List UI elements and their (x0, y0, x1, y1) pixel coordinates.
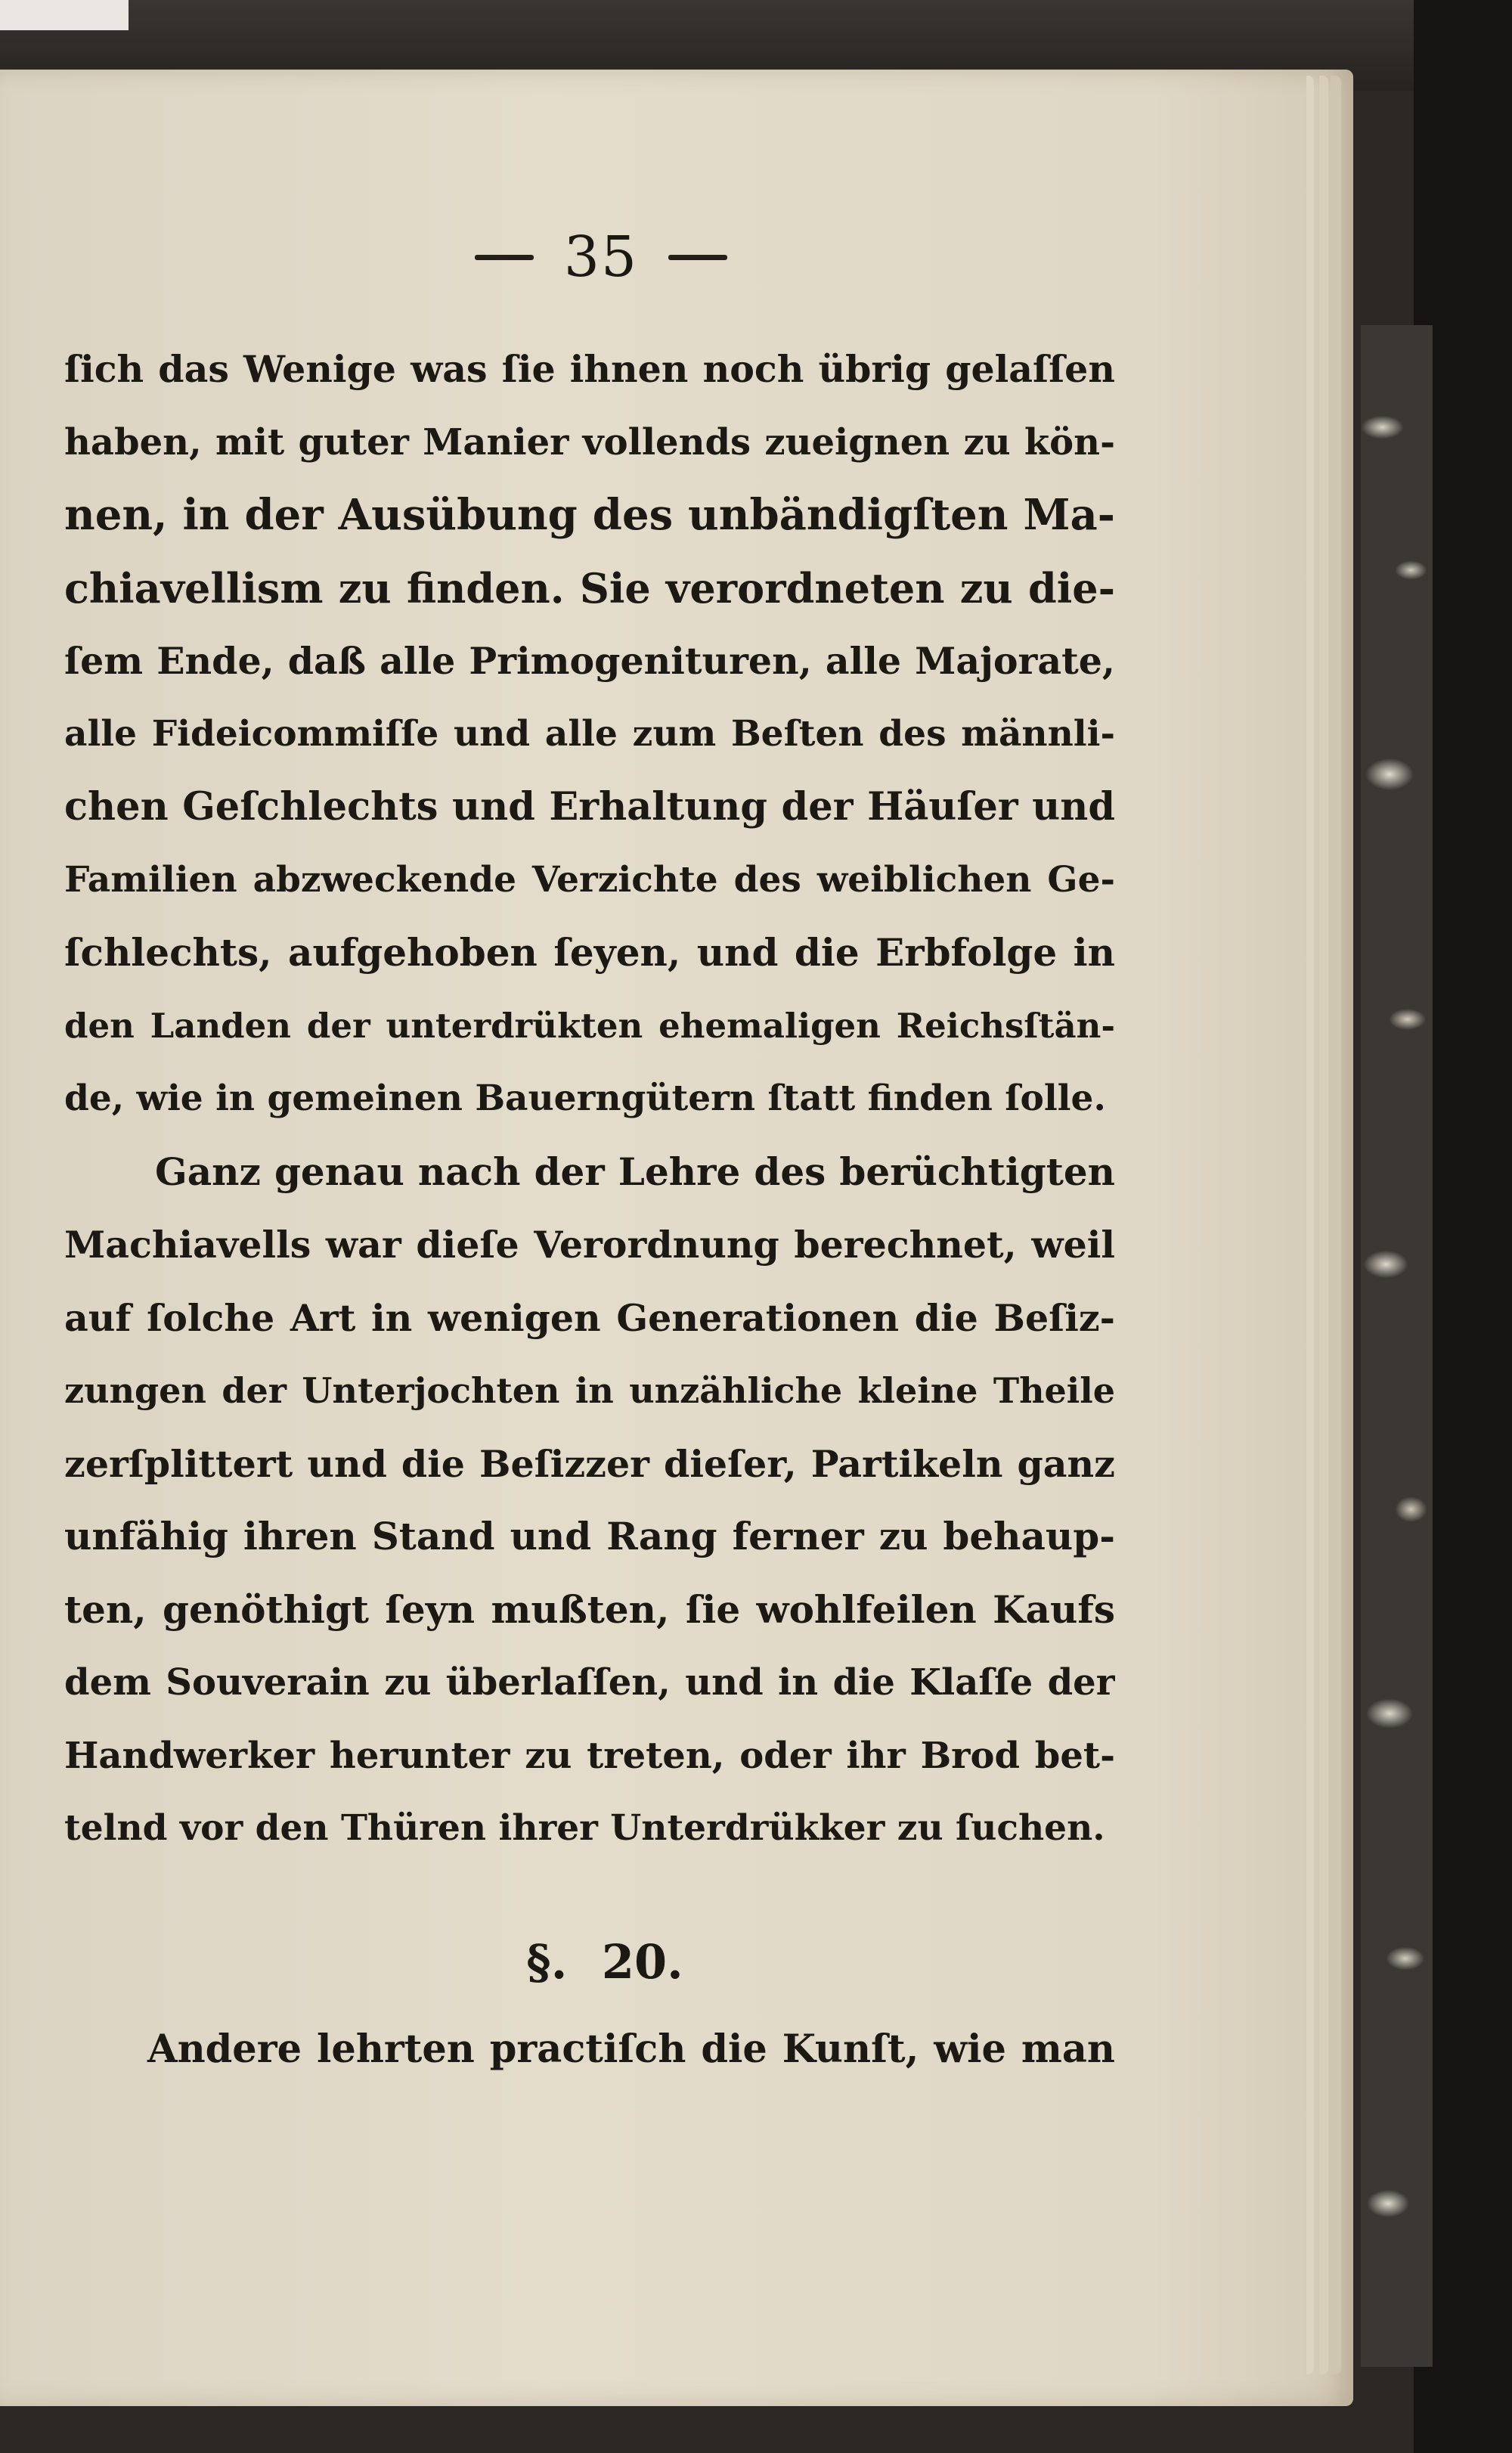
header-dash-left (475, 255, 534, 260)
text-line: auf ſolche Art in wenigen Generationen die Beſiz- (64, 1295, 1115, 1340)
page-number: 35 (563, 225, 639, 290)
text-line: Handwerker herunter zu treten, oder ihr Brod bet- (64, 1734, 1115, 1777)
text-line: alle Fideicommiſſe und alle zum Beſten des männli- (64, 712, 1115, 755)
text-line: chiavellism zu finden. Sie verordneten zu die- (64, 563, 1115, 612)
text-line: dem Souverain zu überlaſſen, und in die Klaſſe der (64, 1661, 1115, 1704)
page-edge (1331, 76, 1341, 2374)
marbled-endpaper (1361, 325, 1433, 2367)
text-line: Ganz genau nach der Lehre des berüchtigten (155, 1149, 1115, 1194)
text-line: Andere lehrten practiſch die Kunſt, wie man (147, 2027, 1115, 2072)
text-line: Machiavells war dieſe Verordnung berechnet, weil (64, 1223, 1115, 1267)
text-line: Familien abzweckende Verzichte des weiblichen Ge- (64, 858, 1115, 901)
header-dash-right (668, 255, 727, 260)
text-line: ſchlechts, aufgehoben ſeyen, und die Erbfolge in (64, 930, 1115, 975)
body-text (64, 333, 1115, 1865)
text-line: ſich das Wenige was ſie ihnen noch übrig gelaſſen (64, 347, 1115, 391)
background-corner (0, 0, 129, 30)
text-line: unfähig ihren Stand und Rang ferner zu behaup- (64, 1514, 1115, 1558)
text-line: zungen der Unterjochten in unzähliche kleine Theile (64, 1370, 1115, 1411)
text-line: zerſplittert und die Beſizzer dieſer, Partikeln ganz (64, 1441, 1115, 1486)
text-line: chen Geſchlechts und Erhaltung der Häuſer und (64, 784, 1115, 830)
text-line: nen, in der Ausübung des unbändigſten Ma- (64, 490, 1115, 540)
text-line: de, wie in gemeinen Bauerngütern ſtatt finden ſolle. (64, 1078, 1106, 1119)
page-edge (1306, 76, 1314, 2374)
page-header (423, 219, 779, 295)
text-line: den Landen der unterdrükten ehemaligen Reichsſtän- (64, 1005, 1115, 1046)
text-line: ſem Ende, daß alle Primogenituren, alle Majorate, (64, 639, 1115, 683)
text-line: haben, mit guter Manier vollends zueignen zu kön- (64, 420, 1115, 464)
text-line: telnd vor den Thüren ihrer Unterdrükker zu ſuchen. (64, 1807, 1105, 1849)
section-heading: §. 20. (526, 1934, 683, 1989)
page-edge (1319, 76, 1328, 2374)
text-line: ten, genöthigt ſeyn mußten, ſie wohlfeilen Kaufs (64, 1586, 1115, 1632)
